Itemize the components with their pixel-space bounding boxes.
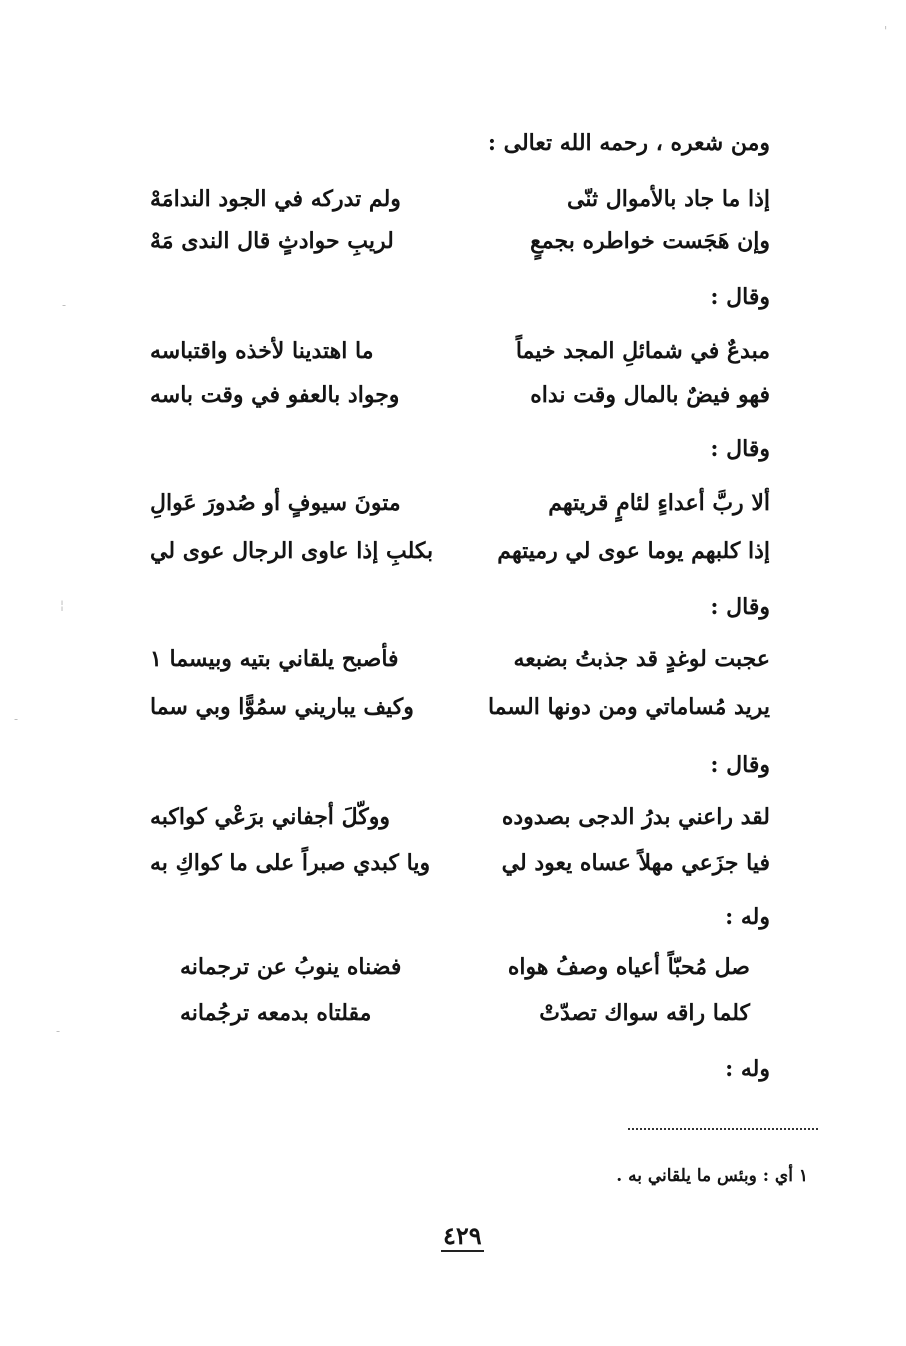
section-label: وقال : [710,284,770,310]
second-hemistich: وجواد بالعفو في وقت باسه [150,382,400,408]
verse-line [150,850,770,890]
scan-speck: ¦ [60,598,65,612]
first-hemistich: كلما راقه سواك تصدّتْ [539,1000,750,1026]
second-hemistich: متونَ سيوفٍ أو صُدورَ عَوالِ [150,490,401,516]
second-hemistich: فضناه ينوبُ عن ترجمانه [180,954,402,980]
first-hemistich: مبدعٌ في شمائلِ المجد خيماً [515,338,770,364]
second-hemistich: ويا كبدي صبراً على ما كواكِ به [150,850,431,876]
section-label: وله : [725,904,770,930]
section-label: وله : [725,1056,770,1082]
page-number: ٤٢٩ [443,1221,482,1250]
first-hemistich: إذا كلبهم يوما عوى لي رميتهم [497,538,770,564]
verse-line [180,954,750,994]
verse-line [150,338,770,378]
section-label: وقال : [710,594,770,620]
first-hemistich: عجبت لوغدٍ قد جذبتُ بضبعه [513,646,770,672]
verse-line [150,646,770,686]
verse-line [150,538,770,578]
second-hemistich: ووكّلَ أجفاني برَعْي كواكبه [150,804,390,830]
verse-line [150,382,770,422]
verse-line [150,186,770,226]
scan-speck: - [56,1024,61,1038]
scan-speck: - [14,712,19,726]
first-hemistich: فيا جزَعي مهلاً عساه يعود لي [501,850,770,876]
first-hemistich: صل مُحبّاً أعياه وصفُ هواه [507,954,750,980]
scan-speck: ' [884,24,888,38]
footnote: ١ أي : وبئس ما يلقاني به . [616,1166,808,1186]
second-hemistich: لريبِ حوادثٍ قال الندى مَهْ [150,228,394,254]
verse-line [150,804,770,844]
first-hemistich: إذا ما جاد بالأموال ثنّى [567,186,770,212]
first-hemistich: يريد مُساماتي ومن دونها السما [487,694,770,720]
scan-speck: - [62,298,67,312]
verse-line [150,490,770,530]
verse-line [150,228,770,268]
section-label: وقال : [710,436,770,462]
intro-line: ومن شعره ، رحمه الله تعالى : [487,130,770,156]
section-label: وقال : [710,752,770,778]
second-hemistich: وكيف يباريني سمُوًّا وبي سما [150,694,414,720]
second-hemistich: ما اهتدينا لأخذه واقتباسه [150,338,374,364]
second-hemistich: مقلتاه بدمعه ترجُمانه [180,1000,372,1026]
first-hemistich: لقد راعني بدرُ الدجى بصدوده [501,804,770,830]
verse-line [180,1000,750,1040]
second-hemistich: بكلبِ إذا عاوى الرجال عوى لي [150,538,434,564]
first-hemistich: وإن هَجَست خواطره بجمعٍ [530,228,770,254]
second-hemistich: ولم تدركه في الجود الندامَهْ [150,186,401,212]
verse-line [150,694,770,734]
first-hemistich: فهو فيضٌ بالمال وقت نداه [530,382,770,408]
second-hemistich: فأصبح يلقاني بتيه وبيسما ١ [150,646,399,672]
first-hemistich: ألا ربَّ أعداءٍ لئامٍ قريتهم [548,490,770,516]
footnote-separator [628,1128,818,1130]
